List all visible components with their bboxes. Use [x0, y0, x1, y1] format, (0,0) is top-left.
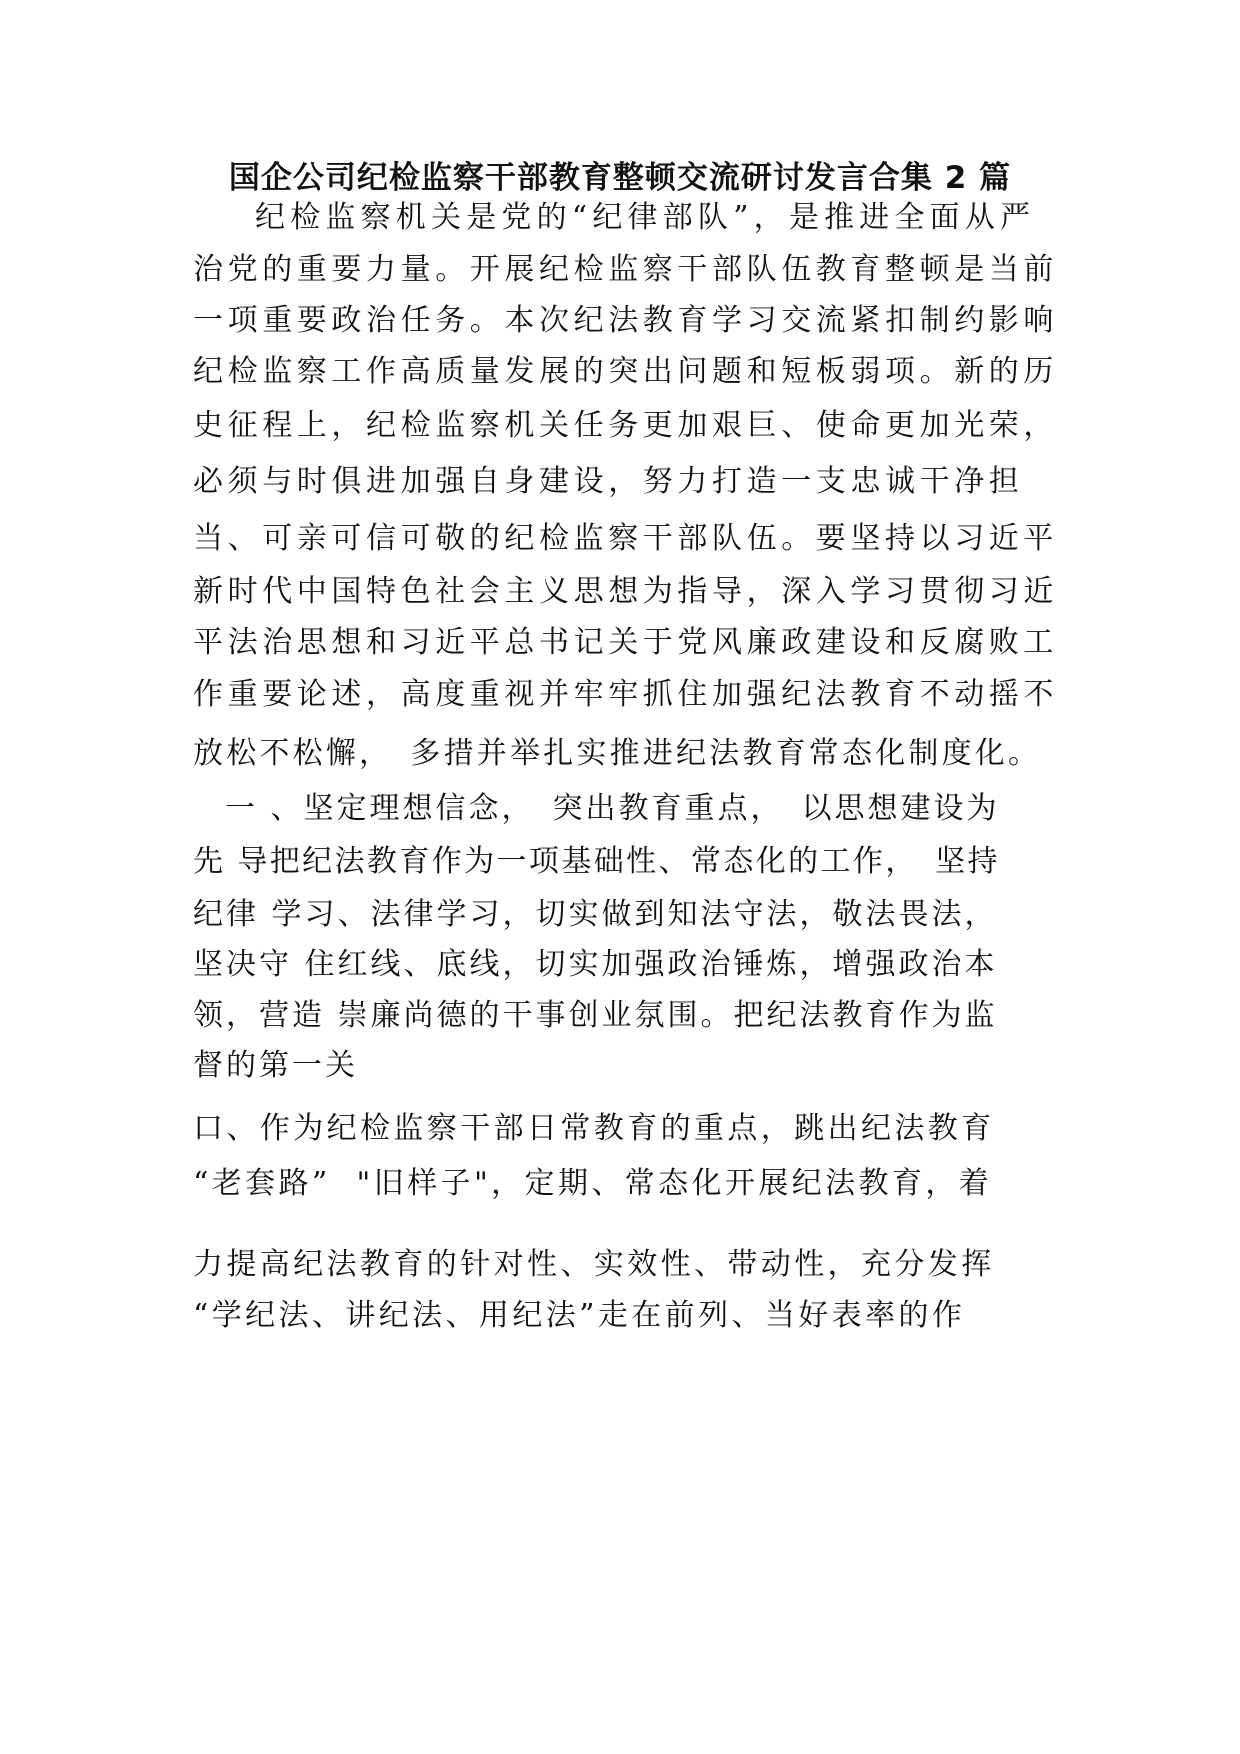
section-heading-line: 一 、坚定理想信念， 突出教育重点， 以思想建设为	[225, 791, 1000, 826]
paragraph-line: 坚决守 住红线、底线，切实加强政治锤炼，增强政治本	[193, 947, 998, 982]
paragraph-line: “学纪法、讲纪法、用纪法”走在前列、当好表率的作	[193, 1298, 966, 1333]
paragraph-line: 一项重要政治任务。本次纪法教育学习交流紧扣制约影响	[193, 303, 1058, 338]
paragraph-line: 治党的重要力量。开展纪检监察干部队伍教育整顿是当前	[193, 252, 1058, 287]
paragraph-line: 纪检监察机关是党的“纪律部队”，是推进全面从严	[255, 200, 1036, 235]
paragraph-line: 史征程上，纪检监察机关任务更加艰巨、使命更加光荣，	[193, 408, 1058, 443]
paragraph-line: 作重要论述，高度重视并牢牢抓住加强纪法教育不动摇不	[193, 677, 1058, 712]
paragraph-line: “老套路” "旧样子"，定期、常态化开展纪法教育，着	[193, 1166, 993, 1201]
paragraph-line: 平法治思想和习近平总书记关于党风廉政建设和反腐败工	[193, 625, 1058, 660]
paragraph-line: 放松不松懈， 多措并举扎实推进纪法教育常态化制度化。	[193, 736, 1042, 771]
paragraph-line: 领，营造 崇廉尚德的干事创业氛围。把纪法教育作为监	[193, 998, 998, 1033]
paragraph-line: 新时代中国特色社会主义思想为指导，深入学习贯彻习近	[193, 574, 1058, 609]
paragraph-line: 先 导把纪法教育作为一项基础性、常态化的工作， 坚持	[193, 844, 1000, 879]
document-title: 国企公司纪检监察干部教育整顿交流研讨发言合集 2 篇	[228, 160, 1012, 196]
paragraph-line: 纪检监察工作高质量发展的突出问题和短板弱项。新的历	[193, 354, 1058, 389]
paragraph-line: 纪律 学习、法律学习，切实做到知法守法，敬法畏法，	[193, 897, 998, 932]
paragraph-line: 必须与时俱进加强自身建设，努力打造一支忠诚干净担	[193, 464, 1024, 499]
paragraph-line: 当、可亲可信可敬的纪检监察干部队伍。要坚持以习近平	[193, 521, 1058, 556]
paragraph-line: 督的第一关	[193, 1048, 358, 1083]
paragraph-line: 口、作为纪检监察干部日常教育的重点，跳出纪法教育	[193, 1111, 995, 1146]
paragraph-line: 力提高纪法教育的针对性、实效性、带动性，充分发挥	[193, 1247, 995, 1282]
